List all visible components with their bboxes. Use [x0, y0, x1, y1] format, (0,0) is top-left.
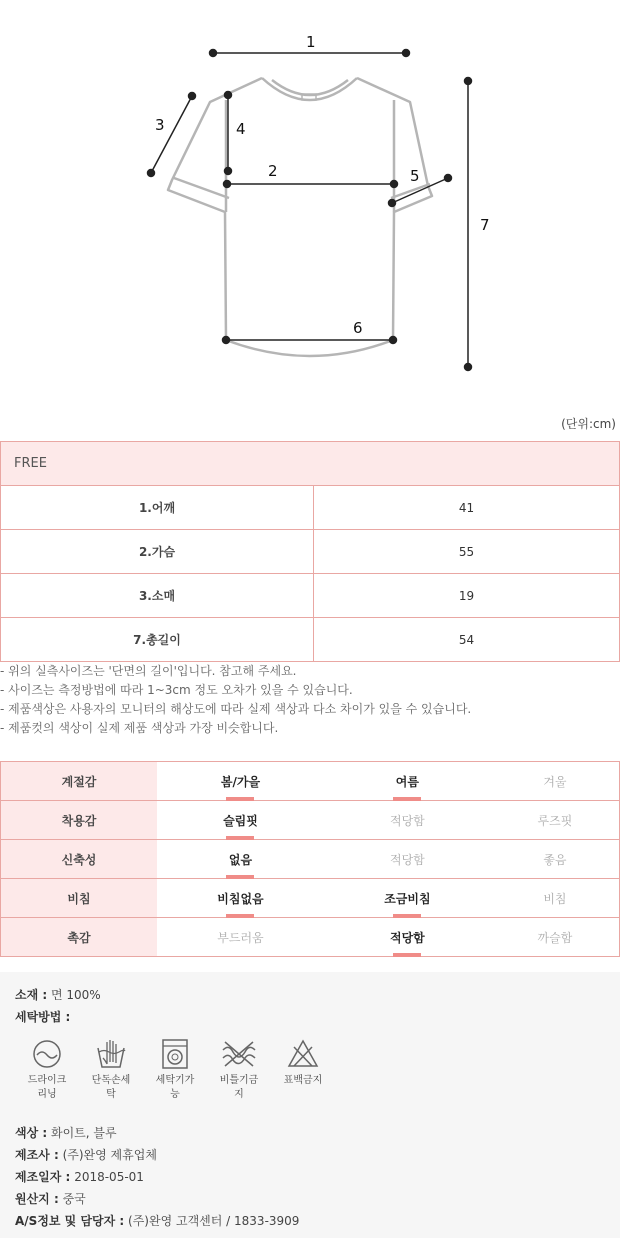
care-label: 세탁기가: [155, 1075, 195, 1086]
attribute-option: 비침없음: [157, 879, 324, 918]
care-label: 능: [170, 1089, 180, 1100]
attribute-option: 조금비침: [324, 879, 491, 918]
date-value: 2018-05-01: [74, 1170, 144, 1184]
attribute-option: 적당함: [324, 918, 491, 957]
attribute-option: 비침: [491, 879, 620, 918]
attribute-option: 여름: [324, 762, 491, 801]
attribute-table: [0, 761, 620, 957]
as-value: (주)완영 고객센터 / 1833-3909: [128, 1214, 300, 1228]
care-label: 리닝: [37, 1089, 57, 1100]
size-row-value: 19: [314, 574, 620, 618]
attribute-option: 까슬함: [491, 918, 620, 957]
origin-row: [15, 1190, 86, 1207]
table-row: [1, 530, 620, 574]
care-label: 탁: [106, 1089, 116, 1100]
measure-label-7: 7: [480, 216, 490, 234]
attribute-name: 계절감: [1, 762, 158, 801]
note-line: - 사이즈는 측정방법에 따라 1~3cm 정도 오차가 있을 수 있습니다.: [0, 683, 353, 697]
care-item: [19, 1038, 75, 1102]
size-diagram: [0, 0, 620, 410]
attribute-option: 슬림핏: [157, 801, 324, 840]
attribute-option: 부드러움: [157, 918, 324, 957]
no-wring-icon: [219, 1038, 259, 1070]
attribute-row: [1, 840, 620, 879]
as-row: [15, 1212, 299, 1229]
material-label: 소재 :: [15, 988, 48, 1002]
size-row-label: 3.소매: [1, 574, 314, 618]
date-row: [15, 1168, 144, 1185]
care-item: [211, 1038, 267, 1102]
color-label: 색상 :: [15, 1126, 48, 1140]
table-row: [1, 486, 620, 530]
attribute-row: [1, 762, 620, 801]
measure-label-4: 4: [236, 120, 246, 138]
as-label: A/S정보 및 담당자 :: [15, 1214, 125, 1228]
no-bleach-icon: [287, 1038, 319, 1070]
size-row-label: 7.총길이: [1, 618, 314, 662]
maker-label: 제조사 :: [15, 1148, 59, 1162]
care-label: 단독손세: [91, 1075, 131, 1086]
material-value: 면 100%: [51, 988, 101, 1002]
care-label: 표백금지: [283, 1075, 323, 1086]
attribute-option: 없음: [157, 840, 324, 879]
origin-value: 중국: [62, 1192, 86, 1206]
material-row: [15, 986, 101, 1003]
size-row-label: 1.어깨: [1, 486, 314, 530]
attribute-name: 촉감: [1, 918, 158, 957]
attribute-row: [1, 801, 620, 840]
product-info: [0, 972, 620, 1238]
size-row-value: 41: [314, 486, 620, 530]
attribute-name: 신축성: [1, 840, 158, 879]
care-label: 비틀기금: [219, 1075, 259, 1086]
table-row: [1, 618, 620, 662]
tshirt-outline-icon: [0, 0, 620, 410]
measure-label-5: 5: [410, 167, 420, 185]
size-header: FREE: [1, 442, 620, 486]
attribute-option: 적당함: [324, 840, 491, 879]
origin-label: 원산지 :: [15, 1192, 59, 1206]
attribute-option: 겨울: [491, 762, 620, 801]
measure-label-1: 1: [306, 33, 316, 51]
attribute-row: [1, 879, 620, 918]
care-item: [147, 1038, 203, 1102]
note-line: - 위의 실측사이즈는 '단면의 길이'입니다. 참고해 주세요.: [0, 664, 297, 678]
care-label: 지: [234, 1089, 244, 1100]
measure-label-2: 2: [268, 162, 278, 180]
attribute-option: 적당함: [324, 801, 491, 840]
attribute-option: 봄/가을: [157, 762, 324, 801]
date-label: 제조일자 :: [15, 1170, 71, 1184]
size-table: [0, 441, 620, 662]
attribute-option: 좋음: [491, 840, 620, 879]
measure-label-3: 3: [155, 116, 165, 134]
attribute-name: 착용감: [1, 801, 158, 840]
wash-label: 세탁방법 :: [15, 1010, 71, 1024]
care-label: 드라이크: [27, 1075, 67, 1086]
attribute-row: [1, 918, 620, 957]
unit-label: (단위:cm): [561, 417, 616, 431]
size-row-value: 54: [314, 618, 620, 662]
hand-wash-icon: [95, 1038, 127, 1070]
washing-machine-icon: [159, 1038, 191, 1070]
size-row-value: 55: [314, 530, 620, 574]
note-line: - 제품색상은 사용자의 모니터의 해상도에 따라 실제 색상과 다소 차이가 있을 수 있습니다.: [0, 702, 472, 716]
care-item: [83, 1038, 139, 1102]
color-row: [15, 1124, 117, 1141]
attribute-option: 루즈핏: [491, 801, 620, 840]
color-value: 화이트, 블루: [51, 1126, 117, 1140]
maker-value: (주)완영 제휴업체: [62, 1148, 157, 1162]
size-row-label: 2.가슴: [1, 530, 314, 574]
dry-clean-icon: [31, 1038, 63, 1070]
size-notes: [0, 662, 471, 738]
attribute-name: 비침: [1, 879, 158, 918]
maker-row: [15, 1146, 157, 1163]
table-row: [1, 574, 620, 618]
wash-row: [15, 1008, 70, 1025]
note-line: - 제품컷의 색상이 실제 제품 색상과 가장 비슷합니다.: [0, 721, 279, 735]
measure-label-6: 6: [353, 319, 363, 337]
care-item: [275, 1038, 331, 1088]
